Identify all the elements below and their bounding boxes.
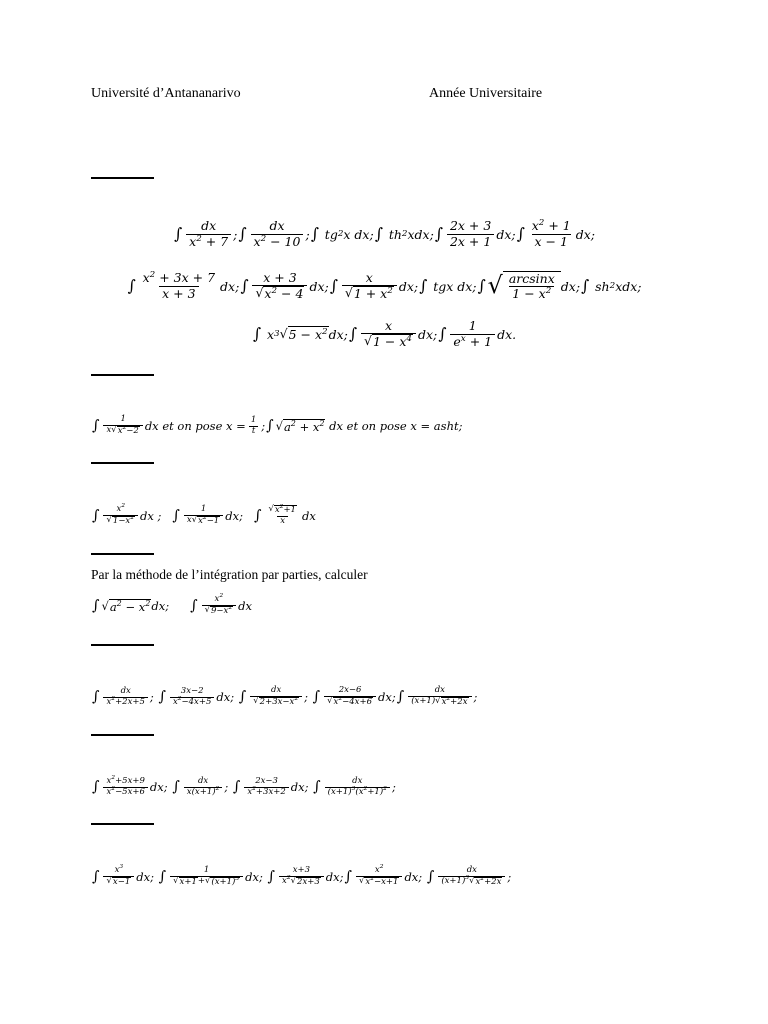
exercise-4-line: ∫ √ $a^2 - x^2$ dx; ∫ $x^2$ √ $9-x^2$ dx	[92, 592, 252, 616]
university-name: Université d’Antananarivo	[91, 86, 241, 101]
section-rule-7	[91, 823, 154, 825]
exercise-2-line: ∫ 1 x √ $x^2-2$ dx et on pose x = $\frac{1}{t}$ ; ∫ √ $a^2 + x^2$ dx et on pose x = asht;	[92, 414, 463, 436]
exercise-3-line: ∫ $x^2$ √ $1-x^2$ dx ; ∫ 1 x √ $x^2-1$ dx; ∫ √ $x^2+1$ x dx	[92, 502, 316, 526]
exercise-6-line: ∫ $\frac{x^2+5x+9}{x^2-5x+6}$ dx; ∫ $\frac{dx}{x(x+1)^2}$ ; ∫ $\frac{2x-3}{x^2+3x+2}$ dx; ∫ $\frac{dx}{(x+1)^3(x^2+1)^2}$ ;	[92, 773, 396, 797]
exercise-7-line: ∫ $x^3$ √ x−1 dx; ∫ 1 √ x+1 + √ $(x+1)^3$ dx; ∫ x+3 $x^2$ √ 2x+3 dx; ∫ $x^2$ √ $x^2-x+1$ dx; ∫ dx $(x+1)^3$ √ $x^2+2x$ ;	[92, 863, 512, 887]
exercise-1-line-2: ∫ $\frac{x^2 + 3x + 7}{x + 3}$ dx; ∫ x + 3 √ $x^2 - 4$ dx; ∫ x √ $1 + x^2$ dx; ∫ tgx dx; ∫ √ $\frac{\arcsin x}{1 - x^2}$ dx; ∫ sh 2 xdx;	[127, 269, 642, 301]
section-rule-5	[91, 644, 154, 646]
exercise-5-line: ∫ $\frac{dx}{x^2+2x+5}$ ; ∫ $\frac{3x-2}{x^2-4x+5}$ dx; ∫ dx √ $2+3x-x^2$ ; ∫ 2x−6 √ $x^2-4x+6$ dx; ∫ dx (x+1) √ $x^2+2x$ ;	[92, 685, 478, 707]
section-rule-1	[91, 177, 154, 179]
exercise-1-line-3: ∫ x 3 √ $5 - x^2$ dx; ∫ x √ $1 - x^4$ dx; ∫ $\frac{1}{e^x + 1}$ dx.	[252, 317, 517, 349]
substitution-text-1: et on pose	[162, 419, 223, 433]
integration-by-parts-instruction: Par la méthode de l’intégration par parties, calculer	[91, 567, 368, 582]
exercise-1-line-1: ∫ $\frac{dx}{x^2 + 7}$ ; ∫ $\frac{dx}{x^2 - 10}$ ; ∫ tg 2 x dx; ∫ th 2 xdx; ∫ $\frac{2x + 3}{2x + 1}$ dx; ∫ $\frac{x^2 + 1}{x - 1}$ dx;	[173, 217, 596, 249]
section-rule-6	[91, 734, 154, 736]
section-rule-2	[91, 374, 154, 376]
substitution-text-2: et on pose	[346, 419, 407, 433]
section-rule-4	[91, 553, 154, 555]
section-rule-3	[91, 462, 154, 464]
academic-year: Année Universitaire	[429, 86, 543, 101]
